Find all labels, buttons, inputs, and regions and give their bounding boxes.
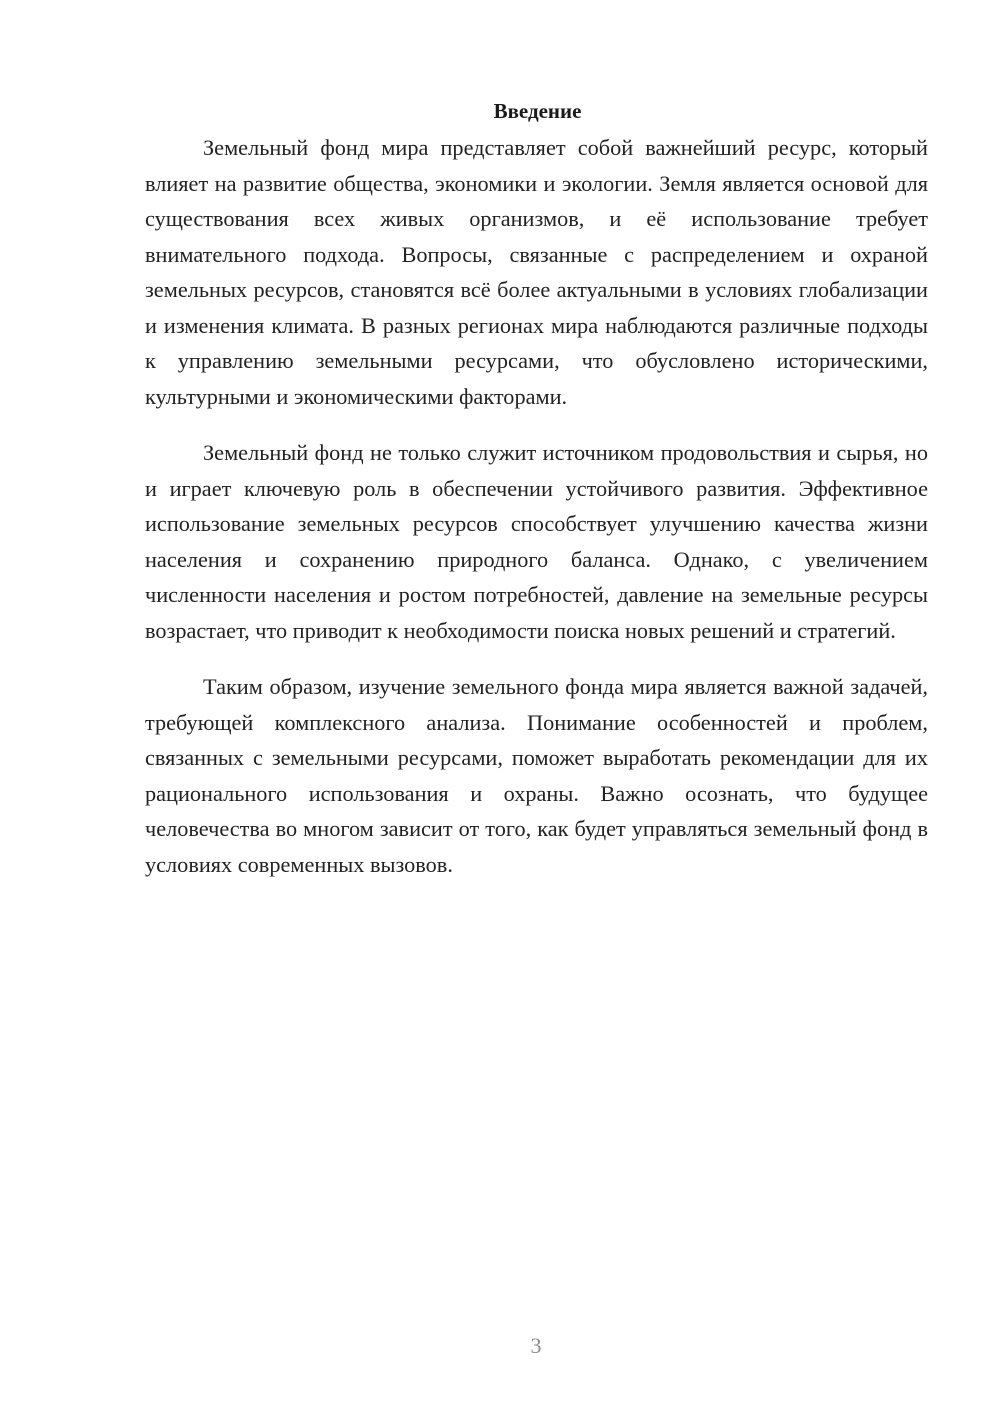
paragraph-2: Земельный фонд не только служит источником продовольствия и сырья, но и играет ключевую роль в обеспечении устойчивого развития. Эффективное использование земельных ресурсов способствует улучшению качества жизни населения и сохранению природного баланса. Однако, с увеличением численности населения и ростом потребностей, давление на земельные ресурсы возрастает, что приводит к необходимости поиска новых решений и стратегий. xyxy=(145,440,928,643)
page-content xyxy=(145,92,928,903)
page-number: 3 xyxy=(530,1333,542,1358)
paragraph-3: Таким образом, изучение земельного фонда мира является важной задачей, требующей комплексного анализа. Понимание особенностей и проблем, связанных с земельными ресурсами, поможет выработать рекомендации для их рационального использования и охраны. Важно осознать, что будущее человечества во многом зависит от того, как будет управляться земельный фонд в условиях современных вызовов. xyxy=(145,674,928,877)
page-title: Введение xyxy=(493,99,582,123)
paragraph-1: Земельный фонд мира представляет собой важнейший ресурс, который влияет на развитие общества, экономики и экологии. Земля является основой для существования всех живых организмов, и её использование требует внимательного подхода. Вопросы, связанные с распределением и охраной земельных ресурсов, становятся всё более актуальными в условиях глобализации и изменения климата. В разных регионах мира наблюдаются различные подходы к управлению земельными ресурсами, что обусловлено историческими, культурными и экономическими факторами. xyxy=(145,135,928,409)
